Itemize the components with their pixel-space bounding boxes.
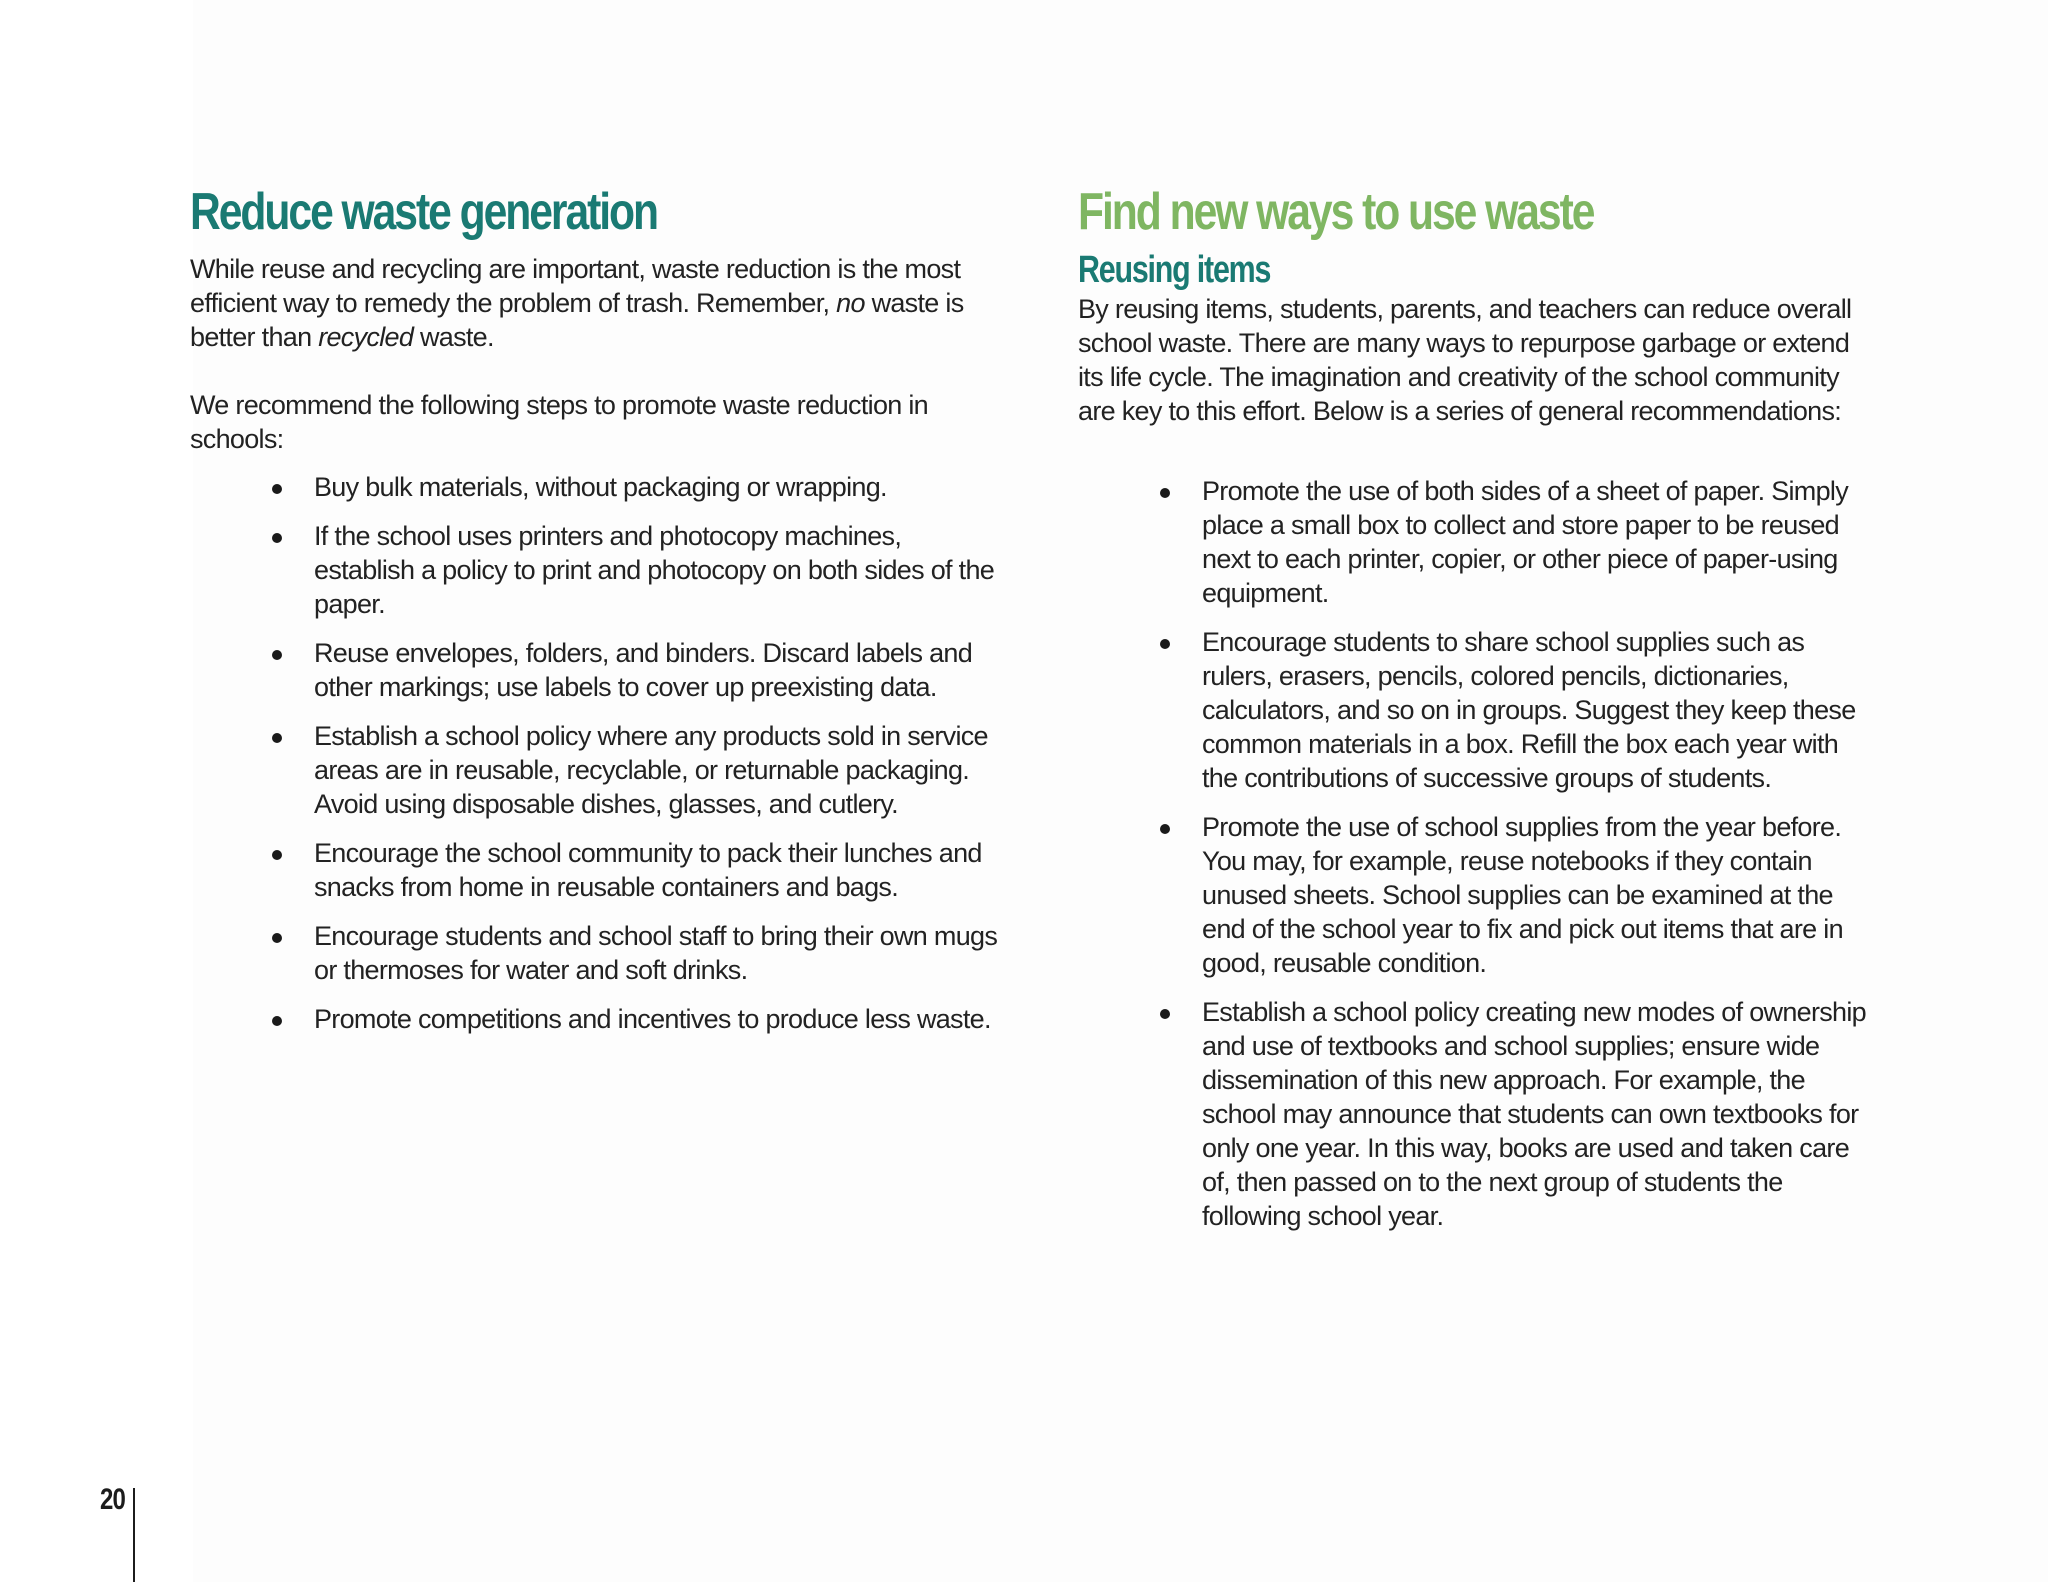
list-item-text: If the school uses printers and photocopy machines, establish a policy to print and photocopy on both sides of the paper.: [314, 521, 995, 619]
bullet-dot: [272, 533, 282, 543]
bullet-dot: [272, 1016, 282, 1026]
bullet-dot: [272, 733, 282, 743]
bullet-dot: [1160, 488, 1170, 498]
intro-text-3: waste.: [413, 322, 494, 352]
reuse-recommendations-list: [1078, 474, 1878, 1233]
list-item: [190, 919, 1000, 987]
reduce-waste-heading: Reduce waste generation: [190, 183, 658, 241]
page-number-rule: [133, 1488, 135, 1582]
list-item-text: Reuse envelopes, folders, and binders. Discard labels and other markings; use labels to cover up preexisting data.: [314, 638, 973, 702]
list-item-text: Encourage students to share school supplies such as rulers, erasers, pencils, colored pencils, dictionaries, calculators, and so on in groups. Suggest they keep these common materials in a box. Refill the box each year with the contributions of successive groups of students.: [1202, 627, 1856, 793]
recommend-paragraph: We recommend the following steps to promote waste reduction in schools:: [190, 390, 928, 454]
new-uses-heading: Find new ways to use waste: [1078, 183, 1594, 241]
list-item: [190, 836, 1000, 904]
list-item: [1078, 810, 1878, 980]
list-item: [190, 719, 1000, 821]
intro-text-1: While reuse and recycling are important, waste reduction is the most efficient way to remedy the problem of trash. Remember,: [190, 254, 961, 318]
left-column: [190, 180, 998, 1051]
list-item: [190, 1002, 1000, 1036]
reusing-items-subheading: Reusing items: [1078, 249, 1271, 291]
list-item-text: Buy bulk materials, without packaging or wrapping.: [314, 472, 887, 502]
intro-emphasis-recycled: recycled: [318, 322, 414, 352]
bullet-dot: [1160, 1009, 1170, 1019]
bullet-dot: [1160, 639, 1170, 649]
bullet-dot: [272, 933, 282, 943]
list-item-text: Establish a school policy creating new modes of ownership and use of textbooks and school supplies; ensure wide dissemination of this new approach. For example, the school may announce that students can own textbooks for only one year. In this way, books are used and taken care of, then passed on to the next group of students the following school year.: [1202, 997, 1866, 1231]
bullet-dot: [272, 650, 282, 660]
intro-text-2: waste is better than: [190, 288, 964, 352]
list-item-text: Encourage the school community to pack their lunches and snacks from home in reusable containers and bags.: [314, 838, 982, 902]
reduce-waste-intro: [190, 252, 970, 354]
list-item-text: Establish a school policy where any products sold in service areas are in reusable, recyclable, or returnable packaging. Avoid using disposable dishes, glasses, and cutlery.: [314, 721, 988, 819]
list-item: [1078, 474, 1878, 610]
list-item: [190, 636, 1000, 704]
reduction-steps-list: [190, 470, 1000, 1036]
bullet-dot: [272, 484, 282, 494]
list-item-text: Promote the use of school supplies from the year before. You may, for example, reuse notebooks if they contain unused sheets. School supplies can be examined at the end of the school year to fix and pick out items that are in good, reusable condition.: [1202, 812, 1843, 978]
list-item: [1078, 625, 1878, 795]
list-item: [190, 470, 1000, 504]
list-item: [1078, 995, 1878, 1233]
list-item-text: Promote the use of both sides of a sheet of paper. Simply place a small box to collect and store paper to be reused next to each printer, copier, or other piece of paper-using equipment.: [1202, 476, 1849, 608]
list-item: [190, 519, 1000, 621]
right-column: [1078, 180, 1878, 1248]
list-item-text: Promote competitions and incentives to produce less waste.: [314, 1004, 991, 1034]
intro-emphasis-no: no: [836, 288, 865, 318]
page-number: 20: [100, 1483, 126, 1516]
bullet-dot: [1160, 824, 1170, 834]
list-item-text: Encourage students and school staff to bring their own mugs or thermoses for water and soft drinks.: [314, 921, 998, 985]
bullet-dot: [272, 850, 282, 860]
paragraph-gap: [190, 354, 990, 388]
reusing-items-intro: By reusing items, students, parents, and teachers can reduce overall school waste. There are many ways to repurpose garbage or extend its life cycle. The imagination and creativity of the school community are key to this effort. Below is a series of general recommendations:: [1078, 294, 1852, 426]
